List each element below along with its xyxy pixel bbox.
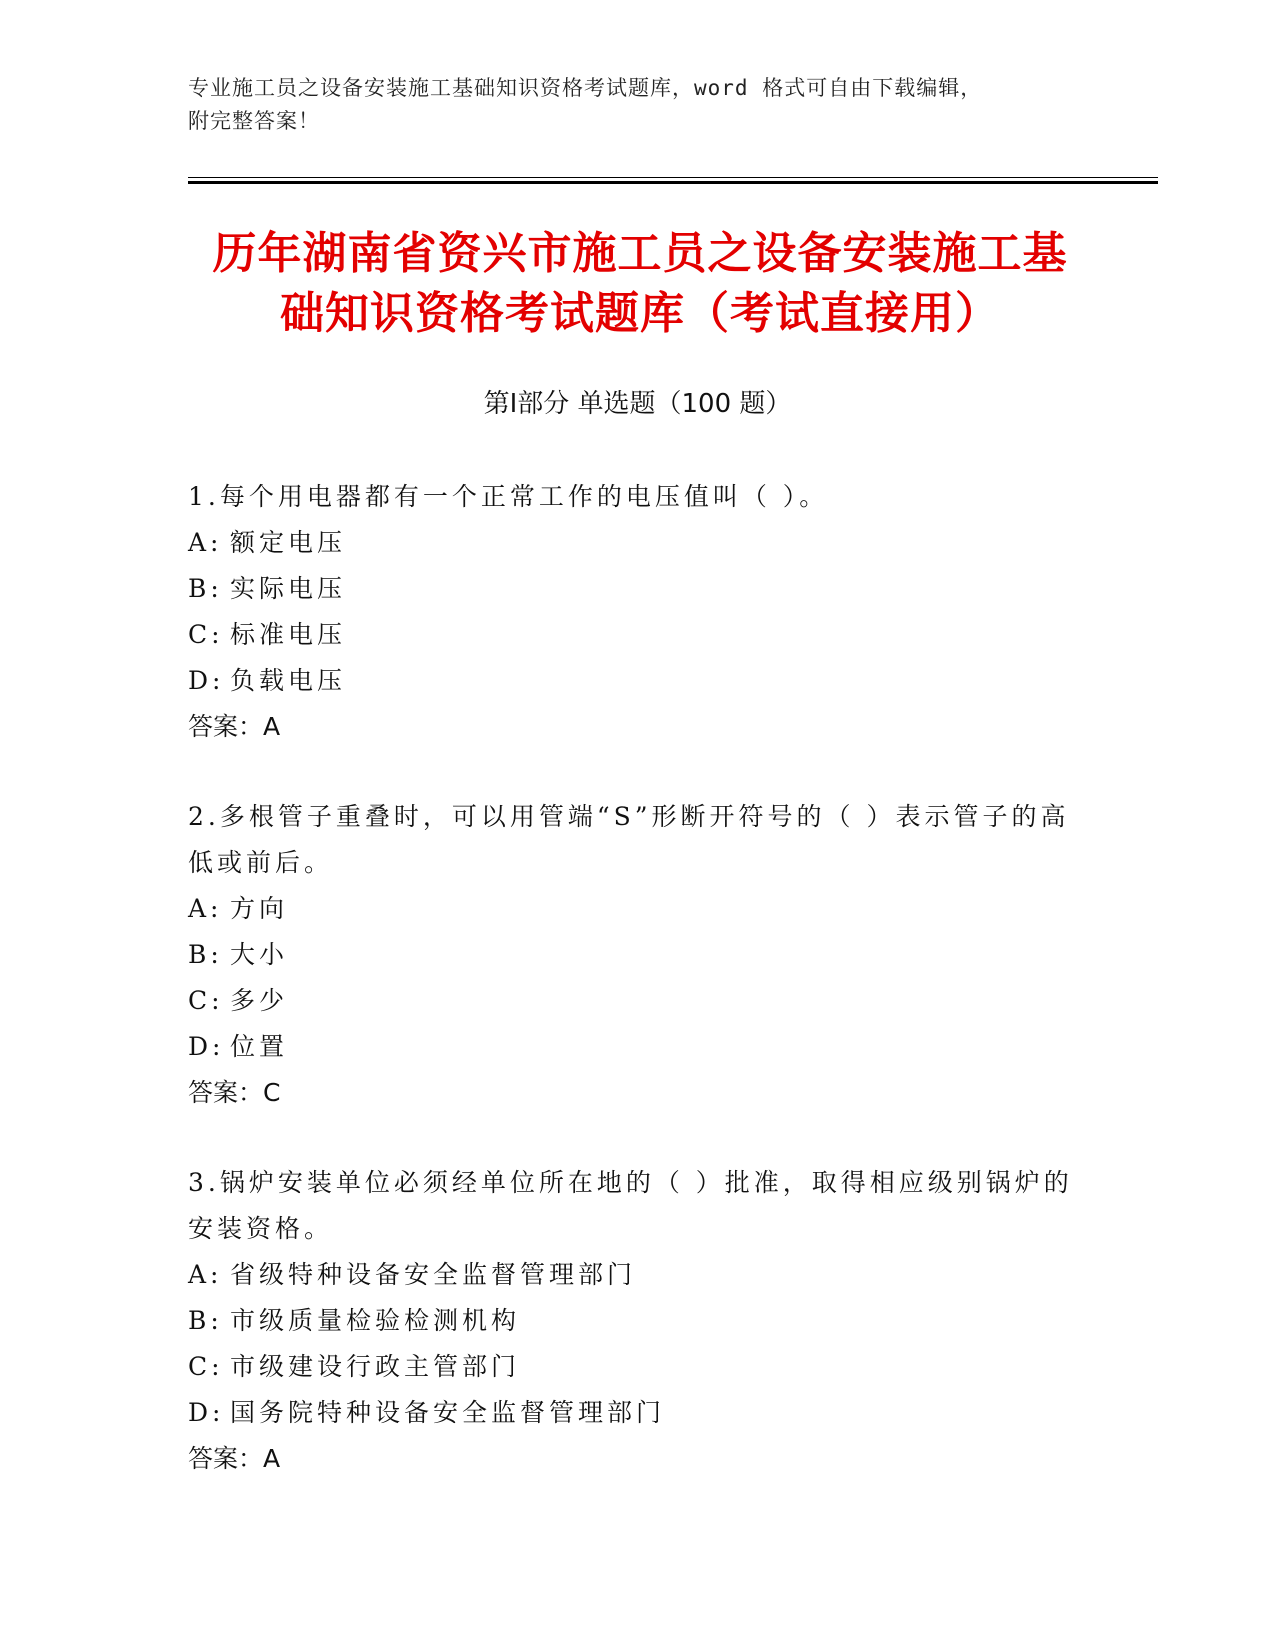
section-heading: 第Ⅰ部分 单选题（100 题） [483, 389, 792, 419]
option-a [188, 886, 1088, 932]
option-d [188, 1024, 1088, 1070]
question-list [188, 474, 1088, 1526]
option-text: 方向 [230, 894, 289, 923]
option-c [188, 1344, 1088, 1390]
answer-line: 答案：C [188, 1078, 281, 1107]
document-title [180, 224, 1100, 344]
option-key: D: [188, 1032, 225, 1061]
option-d [188, 1390, 1088, 1436]
option-text: 多少 [230, 986, 289, 1015]
option-b [188, 566, 1088, 612]
option-key: A: [188, 894, 223, 923]
option-text: 国务院特种设备安全监督管理部门 [230, 1398, 666, 1427]
option-text: 大小 [230, 940, 289, 969]
option-key: B: [188, 1306, 223, 1335]
option-b [188, 932, 1088, 978]
option-d [188, 658, 1088, 704]
option-text: 位置 [230, 1032, 289, 1061]
option-key: B: [188, 940, 223, 969]
option-text: 额定电压 [230, 528, 347, 557]
option-text: 实际电压 [230, 574, 347, 603]
option-key: C: [188, 986, 224, 1015]
header-note-line-1: 专业施工员之设备安装施工基础知识资格考试题库，word 格式可自由下载编辑， [188, 76, 983, 100]
option-c [188, 978, 1088, 1024]
option-key: A: [188, 528, 223, 557]
question-2 [188, 794, 1088, 1116]
question-stem: 2.多根管子重叠时，可以用管端“S”形断开符号的（ ）表示管子的高低或前后。 [188, 802, 1070, 877]
option-a [188, 1252, 1088, 1298]
header-divider-thick [188, 181, 1158, 184]
answer-line: 答案：A [188, 1444, 281, 1473]
question-1 [188, 474, 1088, 750]
option-key: C: [188, 1352, 224, 1381]
option-key: B: [188, 574, 223, 603]
question-stem: 1.每个用电器都有一个正常工作的电压值叫（ ）。 [188, 482, 829, 511]
header-divider-thin [188, 177, 1158, 178]
option-key: A: [188, 1260, 223, 1289]
option-text: 市级质量检验检测机构 [230, 1306, 521, 1335]
document-header-note [188, 72, 1088, 138]
title-line-1: 历年湖南省资兴市施工员之设备安装施工基 [212, 228, 1068, 279]
question-3 [188, 1160, 1088, 1482]
option-a [188, 520, 1088, 566]
option-c [188, 612, 1088, 658]
answer-line: 答案：A [188, 712, 281, 741]
title-line-2: 础知识资格考试题库（考试直接用） [280, 288, 1000, 339]
option-b [188, 1298, 1088, 1344]
option-text: 省级特种设备安全监督管理部门 [230, 1260, 637, 1289]
question-stem: 3.锅炉安装单位必须经单位所在地的（ ）批准，取得相应级别锅炉的安装资格。 [188, 1168, 1073, 1243]
option-text: 负载电压 [230, 666, 347, 695]
option-key: C: [188, 620, 224, 649]
option-text: 标准电压 [230, 620, 347, 649]
header-note-line-2: 附完整答案！ [188, 109, 320, 133]
option-text: 市级建设行政主管部门 [230, 1352, 521, 1381]
option-key: D: [188, 666, 225, 695]
option-key: D: [188, 1398, 225, 1427]
